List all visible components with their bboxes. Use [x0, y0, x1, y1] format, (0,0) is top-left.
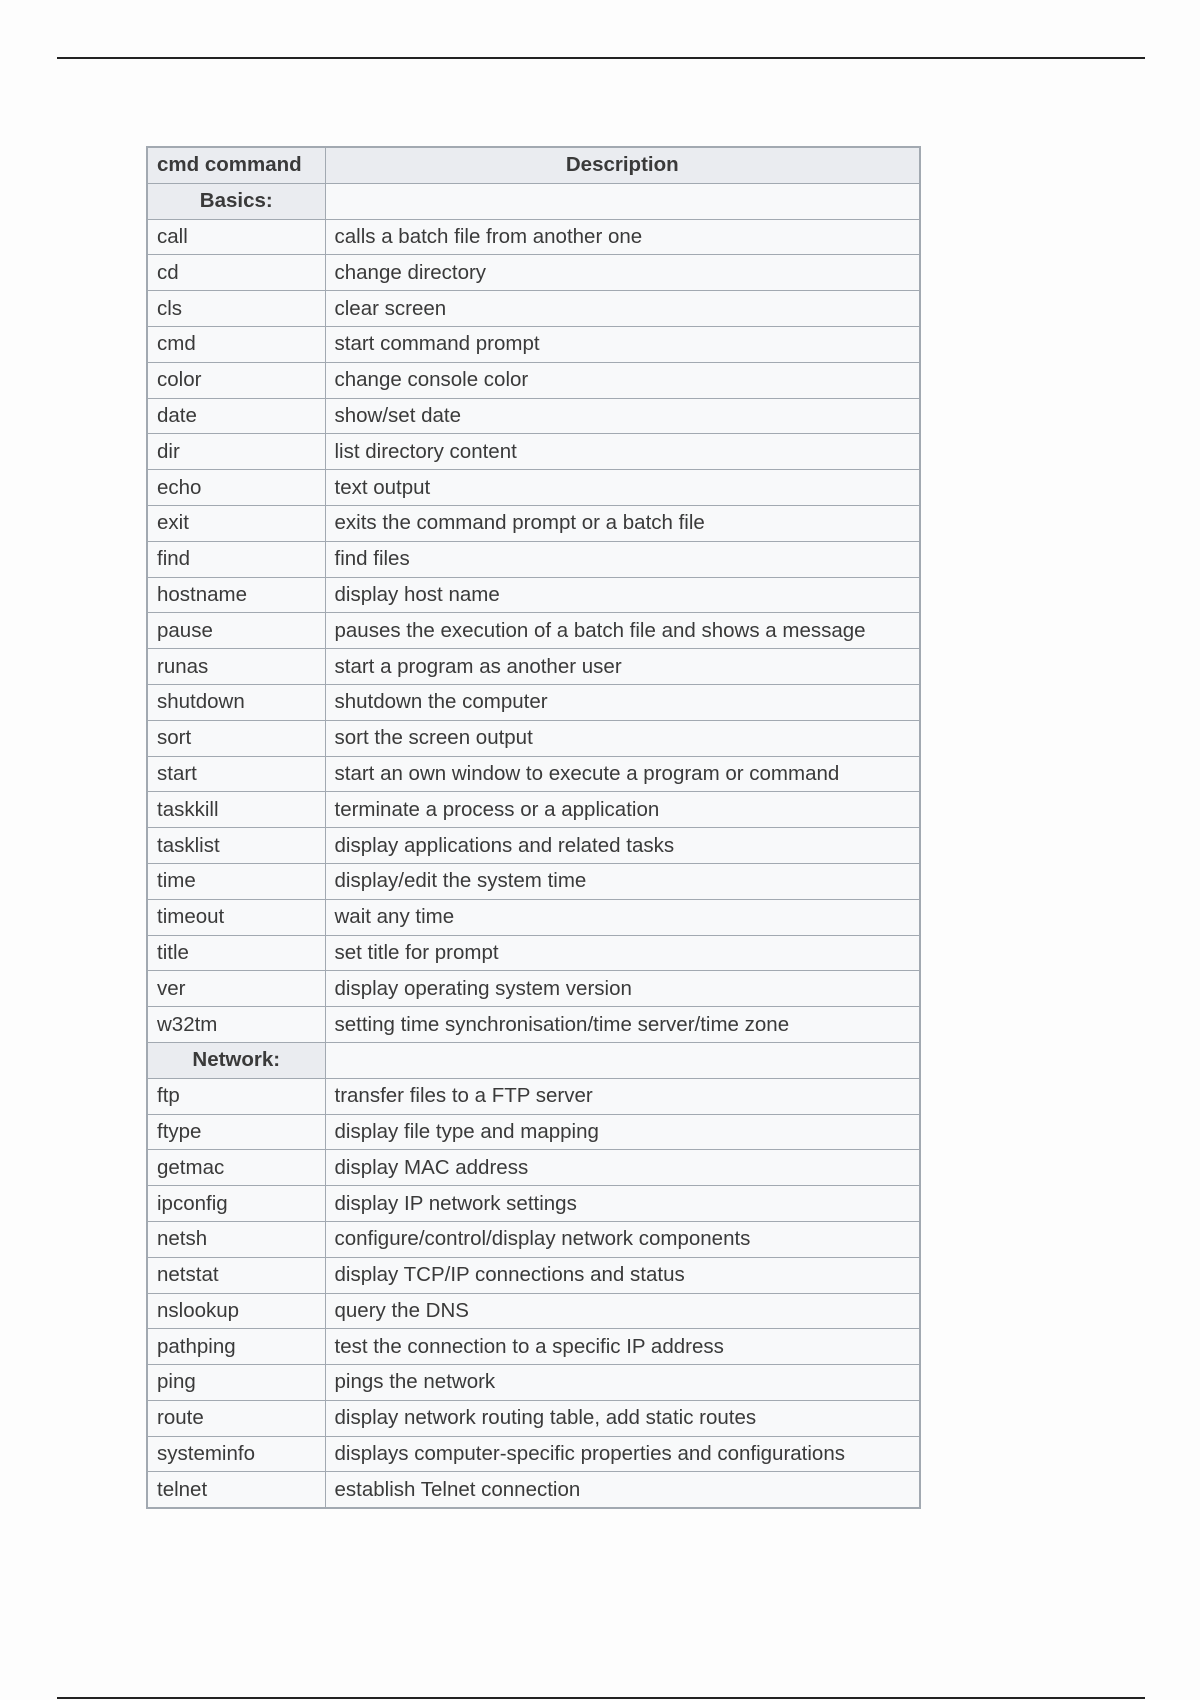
table-row: [147, 219, 920, 255]
description-cell: start command prompt: [325, 326, 920, 362]
table-row: [147, 1150, 920, 1186]
section-row: [147, 1042, 920, 1078]
command-cell: route: [147, 1400, 325, 1436]
command-cell: ftp: [147, 1078, 325, 1114]
table-row: [147, 792, 920, 828]
command-cell: telnet: [147, 1472, 325, 1508]
table-row: [147, 434, 920, 470]
table-row: [147, 541, 920, 577]
description-cell: terminate a process or a application: [325, 792, 920, 828]
table-row: [147, 326, 920, 362]
command-cell: find: [147, 541, 325, 577]
command-cell: pathping: [147, 1329, 325, 1365]
command-cell: start: [147, 756, 325, 792]
table-row: [147, 255, 920, 291]
command-cell: time: [147, 863, 325, 899]
command-cell: exit: [147, 505, 325, 541]
command-cell: tasklist: [147, 828, 325, 864]
command-cell: getmac: [147, 1150, 325, 1186]
command-cell: cls: [147, 291, 325, 327]
command-cell: color: [147, 362, 325, 398]
section-row: [147, 183, 920, 219]
command-cell: cd: [147, 255, 325, 291]
table-row: [147, 971, 920, 1007]
description-cell: list directory content: [325, 434, 920, 470]
table-row: [147, 1257, 920, 1293]
table-row: [147, 1365, 920, 1401]
description-cell: pauses the execution of a batch file and shows a message: [325, 613, 920, 649]
table-row: [147, 1114, 920, 1150]
footer-rule: [57, 1697, 1145, 1699]
cmd-commands-table: [146, 146, 921, 1509]
description-cell: display MAC address: [325, 1150, 920, 1186]
section-empty-cell: [325, 1042, 920, 1078]
description-cell: display file type and mapping: [325, 1114, 920, 1150]
description-cell: wait any time: [325, 899, 920, 935]
column-header-command: cmd command: [147, 147, 325, 183]
table-row: [147, 470, 920, 506]
command-cell: hostname: [147, 577, 325, 613]
command-cell: dir: [147, 434, 325, 470]
description-cell: calls a batch file from another one: [325, 219, 920, 255]
description-cell: sort the screen output: [325, 720, 920, 756]
description-cell: transfer files to a FTP server: [325, 1078, 920, 1114]
command-cell: cmd: [147, 326, 325, 362]
table-row: [147, 398, 920, 434]
command-cell: date: [147, 398, 325, 434]
command-cell: shutdown: [147, 684, 325, 720]
section-title: Network:: [147, 1042, 325, 1078]
command-cell: ver: [147, 971, 325, 1007]
command-cell: pause: [147, 613, 325, 649]
command-cell: nslookup: [147, 1293, 325, 1329]
table-row: [147, 720, 920, 756]
description-cell: display host name: [325, 577, 920, 613]
table-row: [147, 291, 920, 327]
description-cell: test the connection to a specific IP address: [325, 1329, 920, 1365]
column-header-description: Description: [325, 147, 920, 183]
description-cell: exits the command prompt or a batch file: [325, 505, 920, 541]
section-title: Basics:: [147, 183, 325, 219]
table-row: [147, 1436, 920, 1472]
command-cell: taskkill: [147, 792, 325, 828]
table-row: [147, 649, 920, 685]
description-cell: establish Telnet connection: [325, 1472, 920, 1508]
command-cell: netsh: [147, 1221, 325, 1257]
table-row: [147, 828, 920, 864]
command-cell: sort: [147, 720, 325, 756]
command-cell: timeout: [147, 899, 325, 935]
table-row: [147, 362, 920, 398]
section-empty-cell: [325, 183, 920, 219]
description-cell: start a program as another user: [325, 649, 920, 685]
table-row: [147, 613, 920, 649]
description-cell: show/set date: [325, 398, 920, 434]
command-cell: runas: [147, 649, 325, 685]
command-cell: ftype: [147, 1114, 325, 1150]
description-cell: display/edit the system time: [325, 863, 920, 899]
description-cell: change console color: [325, 362, 920, 398]
table-row: [147, 863, 920, 899]
description-cell: change directory: [325, 255, 920, 291]
description-cell: display TCP/IP connections and status: [325, 1257, 920, 1293]
table-row: [147, 684, 920, 720]
table-row: [147, 1472, 920, 1508]
command-cell: ipconfig: [147, 1186, 325, 1222]
table-row: [147, 577, 920, 613]
table-header-row: [147, 147, 920, 183]
command-cell: netstat: [147, 1257, 325, 1293]
table-row: [147, 1400, 920, 1436]
table-row: [147, 899, 920, 935]
command-cell: title: [147, 935, 325, 971]
command-cell: ping: [147, 1365, 325, 1401]
description-cell: shutdown the computer: [325, 684, 920, 720]
description-cell: display operating system version: [325, 971, 920, 1007]
description-cell: find files: [325, 541, 920, 577]
table-row: [147, 935, 920, 971]
description-cell: configure/control/display network components: [325, 1221, 920, 1257]
description-cell: text output: [325, 470, 920, 506]
description-cell: pings the network: [325, 1365, 920, 1401]
description-cell: display IP network settings: [325, 1186, 920, 1222]
table-row: [147, 1007, 920, 1043]
description-cell: displays computer-specific properties and configurations: [325, 1436, 920, 1472]
command-cell: echo: [147, 470, 325, 506]
description-cell: setting time synchronisation/time server/time zone: [325, 1007, 920, 1043]
table-row: [147, 1293, 920, 1329]
command-cell: w32tm: [147, 1007, 325, 1043]
command-cell: systeminfo: [147, 1436, 325, 1472]
header-rule: [57, 57, 1145, 59]
table-row: [147, 1329, 920, 1365]
description-cell: start an own window to execute a program or command: [325, 756, 920, 792]
description-cell: query the DNS: [325, 1293, 920, 1329]
description-cell: set title for prompt: [325, 935, 920, 971]
table-row: [147, 1078, 920, 1114]
description-cell: clear screen: [325, 291, 920, 327]
description-cell: display applications and related tasks: [325, 828, 920, 864]
description-cell: display network routing table, add static routes: [325, 1400, 920, 1436]
table-row: [147, 1186, 920, 1222]
table-row: [147, 756, 920, 792]
command-cell: call: [147, 219, 325, 255]
table-row: [147, 505, 920, 541]
table-row: [147, 1221, 920, 1257]
